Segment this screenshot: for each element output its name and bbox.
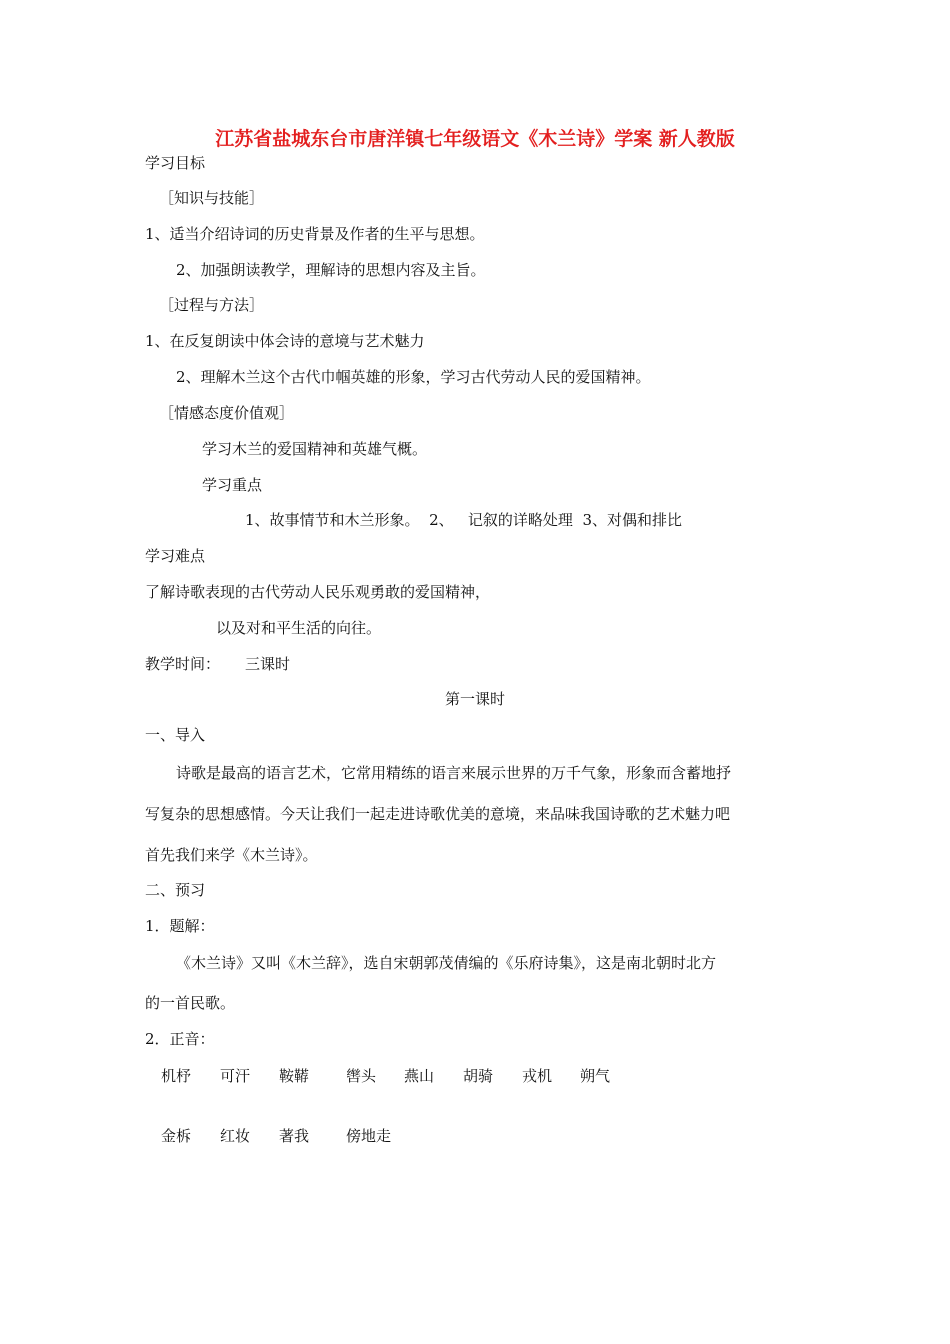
knowledge-item-2: 2、加强朗读教学，理解诗的思想内容及主旨。 (176, 261, 486, 279)
pronounce-word: 著我 (279, 1127, 310, 1145)
knowledge-item-1: 1、适当介绍诗词的历史背景及作者的生平与思想。 (145, 225, 485, 243)
intro-paragraph-line-2: 写复杂的思想感情。今天让我们一起走进诗歌优美的意境，来品味我国诗歌的艺术魅力吧 (145, 805, 731, 823)
document-title: 江苏省盐城东台市唐洋镇七年级语文《木兰诗》学案 新人教版 (215, 128, 735, 150)
pronounce-words-row-2 (0, 1126, 950, 1146)
emotion-item-1: 学习木兰的爱国精神和英雄气概。 (202, 440, 428, 458)
intro-heading: 一、导入 (145, 726, 206, 744)
pronounce-word: 金柝 (161, 1127, 192, 1145)
preview-heading: 二、预习 (145, 881, 206, 899)
key-points: 1、故事情节和木兰形象。 2、 记叙的详略处理 3、对偶和排比 (245, 511, 683, 529)
pronounce-word: 可汗 (220, 1067, 251, 1085)
pronounce-word: 朔气 (580, 1067, 611, 1085)
pronounce-words-row-1 (0, 1066, 950, 1086)
difficulty-heading: 学习难点 (145, 547, 206, 565)
emotion-heading: ［情感态度价值观］ (159, 404, 295, 422)
pronounce-word: 胡骑 (463, 1067, 494, 1085)
difficulty-line-2: 以及对和平生活的向往。 (216, 619, 382, 637)
pronounce-heading: 2．正音： (145, 1030, 215, 1048)
process-item-2: 2、理解木兰这个古代巾帼英雄的形象，学习古代劳动人民的爱国精神。 (176, 368, 651, 386)
explain-paragraph-line-2: 的一首民歌。 (145, 994, 236, 1012)
intro-paragraph-line-1: 诗歌是最高的语言艺术，它常用精练的语言来展示世界的万千气象，形象而含蓄地抒 (176, 764, 732, 782)
knowledge-heading: ［知识与技能］ (159, 189, 265, 207)
process-item-1: 1、在反复朗读中体会诗的意境与艺术魅力 (145, 332, 425, 350)
difficulty-line-1: 了解诗歌表现的古代劳动人民乐观勇敢的爱国精神， (145, 583, 491, 601)
lesson-heading: 第一课时 (444, 690, 505, 708)
teaching-time-value: 三课时 (245, 655, 291, 673)
teaching-time-label: 教学时间： (145, 655, 221, 673)
pronounce-word: 燕山 (404, 1067, 435, 1085)
pronounce-word: 辔头 (346, 1067, 377, 1085)
pronounce-word: 戎机 (522, 1067, 553, 1085)
intro-paragraph-line-3: 首先我们来学《木兰诗》。 (145, 846, 318, 864)
goals-heading: 学习目标 (145, 154, 206, 172)
process-heading: ［过程与方法］ (159, 296, 265, 314)
pronounce-word: 鞍鞯 (279, 1067, 310, 1085)
explain-paragraph-line-1: 《木兰诗》又叫《木兰辞》，选自宋朝郭茂倩编的《乐府诗集》，这是南北朝时北方 (176, 954, 717, 972)
pronounce-word: 红妆 (220, 1127, 251, 1145)
explain-heading: 1．题解： (145, 917, 215, 935)
pronounce-word: 机杼 (161, 1067, 192, 1085)
pronounce-word: 傍地走 (346, 1127, 392, 1145)
key-heading: 学习重点 (202, 476, 263, 494)
